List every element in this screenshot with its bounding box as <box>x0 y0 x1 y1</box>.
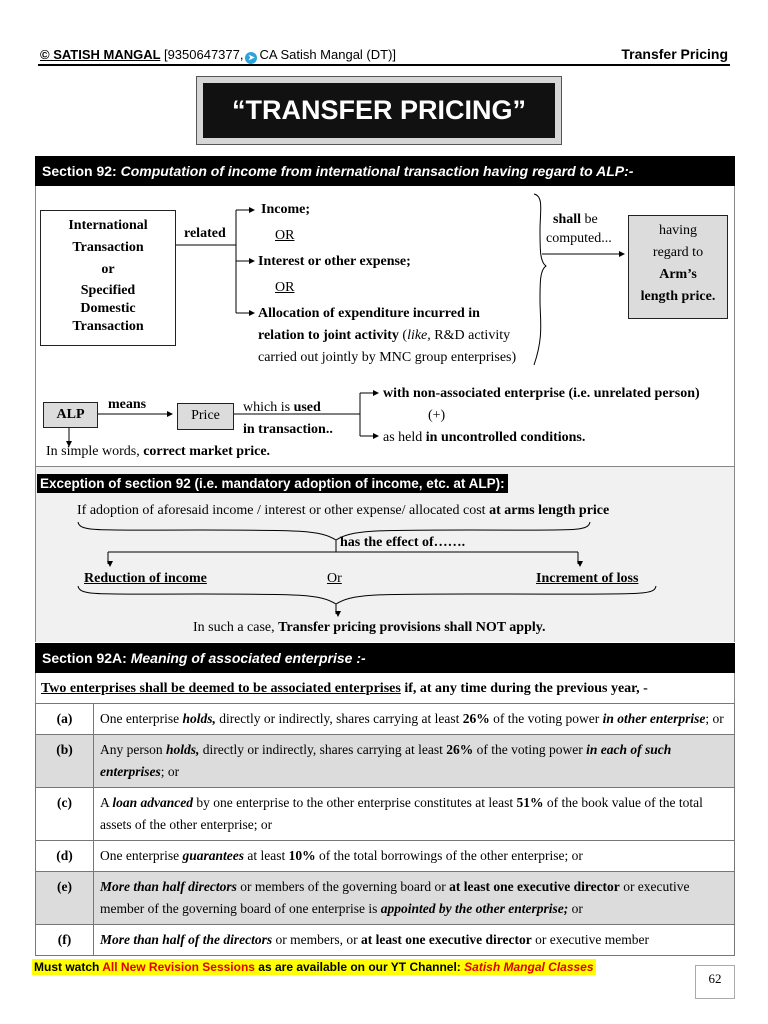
text-span: directly or indirectly, shares carrying at least <box>215 711 463 726</box>
section-92-number: Section 92: <box>42 163 121 179</box>
table-row <box>36 872 735 925</box>
row-label: (a) <box>36 704 94 735</box>
result-text: Transfer pricing provisions shall NOT apply. <box>278 620 546 635</box>
used-text: used <box>293 400 321 415</box>
table-row <box>36 788 735 841</box>
allocation-line-3: carried out jointly by MNC group enterprises) <box>258 350 517 365</box>
percentage: 10% <box>288 848 316 863</box>
box-line: Arm’s <box>659 267 697 282</box>
percentage: 26% <box>462 711 490 726</box>
exception-text: If adoption of aforesaid income / interest or other expense/ allocated cost <box>77 503 490 518</box>
section-92a-intro <box>35 673 735 703</box>
emphasis: More than half directors <box>100 879 237 894</box>
table-row <box>36 841 735 872</box>
or-divider: OR <box>275 280 295 295</box>
box-line: having <box>658 223 698 238</box>
intro-rest: if, at any time during the previous year, - <box>400 681 648 696</box>
row-label: (d) <box>36 841 94 872</box>
percentage: 26% <box>446 742 474 757</box>
text-span: or executive member of the governing board of one enterprise is <box>100 879 690 916</box>
box-line: Transaction <box>72 240 144 255</box>
uncontrolled-text: in uncontrolled conditions. <box>425 430 586 445</box>
box-line: Specified <box>80 283 136 298</box>
box-line: regard to <box>652 245 704 260</box>
joint-activity-text: relation to joint activity <box>258 328 399 343</box>
section-92a-bar <box>35 643 735 673</box>
paren: ( <box>402 328 408 343</box>
telegram-icon: ➤ <box>245 52 257 64</box>
result-prefix: In such a case, <box>193 620 279 635</box>
section-92a-heading: Meaning of associated enterprise :- <box>130 650 366 666</box>
emphasis: holds, <box>182 711 216 726</box>
row-label: (b) <box>36 735 94 788</box>
row-text <box>94 925 735 956</box>
emphasis: appointed by the other enterprise; <box>380 901 569 916</box>
alp-box: ALP <box>43 402 98 428</box>
section-92a-number: Section 92A: <box>42 650 131 666</box>
text-span: A <box>100 795 113 810</box>
plus-sign: (+) <box>428 408 446 423</box>
text-span: One enterprise <box>100 848 183 863</box>
table-row <box>36 704 735 735</box>
means-label: means <box>108 397 147 412</box>
as-held-word: as held <box>383 430 426 445</box>
text-span: or executive member <box>531 932 650 947</box>
box-line: Domestic <box>80 301 136 316</box>
box-line: Transaction <box>72 319 144 334</box>
be-word: be <box>581 212 598 227</box>
like-text: like, <box>407 328 431 343</box>
row-text <box>94 704 735 735</box>
emphasis: loan advanced <box>112 795 194 810</box>
telegram-handle: CA Satish Mangal (DT)] <box>259 47 397 62</box>
section-92-heading: Computation of income from international transaction having regard to ALP:- <box>120 163 634 179</box>
shall-word: shall <box>553 212 582 227</box>
arms-length-phrase: at arms length price <box>489 503 610 518</box>
footer-highlight: All New Revision Sessions <box>102 960 255 974</box>
non-associated-text: with non-associated enterprise (i.e. unrelated person) <box>383 386 700 401</box>
text-span: of the book value of the total assets of the other enterprise; or <box>100 795 703 832</box>
author-name: © SATISH MANGAL <box>40 47 161 62</box>
increment-of-loss: Increment of loss <box>536 571 639 586</box>
row-text <box>94 841 735 872</box>
table-row <box>36 735 735 788</box>
text-span: at least <box>243 848 289 863</box>
page-number: 62 <box>695 965 735 999</box>
text-span: ; or <box>705 711 724 726</box>
contact-number: [9350647377, <box>163 47 244 62</box>
channel-name: Satish Mangal Classes <box>464 960 594 974</box>
exception-bar: Exception of section 92 (i.e. mandatory adoption of income, etc. at ALP): <box>37 474 508 493</box>
text-span: of the total borrowings of the other enterprise; or <box>315 848 583 863</box>
exception-result <box>193 620 546 636</box>
footer-text: as are available on our YT Channel: <box>254 960 465 974</box>
emphasis: guarantees <box>182 848 244 863</box>
text-span: or <box>568 901 583 916</box>
simple-words-prefix: In simple words, <box>46 444 144 459</box>
associated-enterprise-table <box>35 703 735 956</box>
text-span: One enterprise <box>100 711 183 726</box>
box-line: length price. <box>640 289 716 304</box>
footer-text: Must watch <box>34 960 103 974</box>
promo-footer <box>32 959 596 975</box>
effect-text: has the effect of……. <box>340 535 466 550</box>
related-label: related <box>184 226 226 241</box>
row-label: (e) <box>36 872 94 925</box>
text-span: of the voting power <box>473 742 587 757</box>
emphasis: holds, <box>166 742 200 757</box>
row-label: (f) <box>36 925 94 956</box>
box-line: International <box>68 218 148 233</box>
percentage: 51% <box>516 795 544 810</box>
header-topic: Transfer Pricing <box>621 46 728 62</box>
price-box: Price <box>177 403 234 430</box>
row-text <box>94 735 735 788</box>
which-is-text: which is <box>243 400 294 415</box>
allocation-item: Allocation of expenditure incurred in <box>258 306 480 321</box>
box-line: or <box>101 262 115 277</box>
row-text <box>94 872 735 925</box>
income-item: Income; <box>261 202 310 217</box>
text-span: or members, or <box>272 932 361 947</box>
emphasis: More than half of the directors <box>100 932 273 947</box>
or-divider: OR <box>275 228 295 243</box>
intro-underlined: Two enterprises shall be deemed to be associated enterprises <box>41 681 401 696</box>
bold-phrase: at least one executive director <box>361 932 532 947</box>
emphasis: in other enterprise <box>602 711 706 726</box>
interest-item: Interest or other expense; <box>258 254 411 269</box>
table-row <box>36 925 735 956</box>
market-price-text: correct market price. <box>143 444 271 459</box>
emphasis: in each of such enterprises <box>100 742 672 779</box>
text-span: ; or <box>160 764 180 779</box>
reduction-of-income: Reduction of income <box>84 571 207 586</box>
row-text <box>94 788 735 841</box>
rd-activity-text: R&D activity <box>430 328 511 343</box>
text-span: by one enterprise to the other enterprise constitutes at least <box>193 795 517 810</box>
in-transaction: in transaction.. <box>243 422 333 437</box>
text-span: Any person <box>100 742 166 757</box>
page-title: “TRANSFER PRICING” <box>203 83 555 138</box>
text-span: of the voting power <box>489 711 603 726</box>
or-text: Or <box>327 571 342 586</box>
text-span: or members of the governing board or <box>236 879 450 894</box>
row-label: (c) <box>36 788 94 841</box>
bold-phrase: at least one executive director <box>449 879 620 894</box>
computed-text: computed... <box>546 231 612 246</box>
text-span: directly or indirectly, shares carrying at least <box>199 742 447 757</box>
